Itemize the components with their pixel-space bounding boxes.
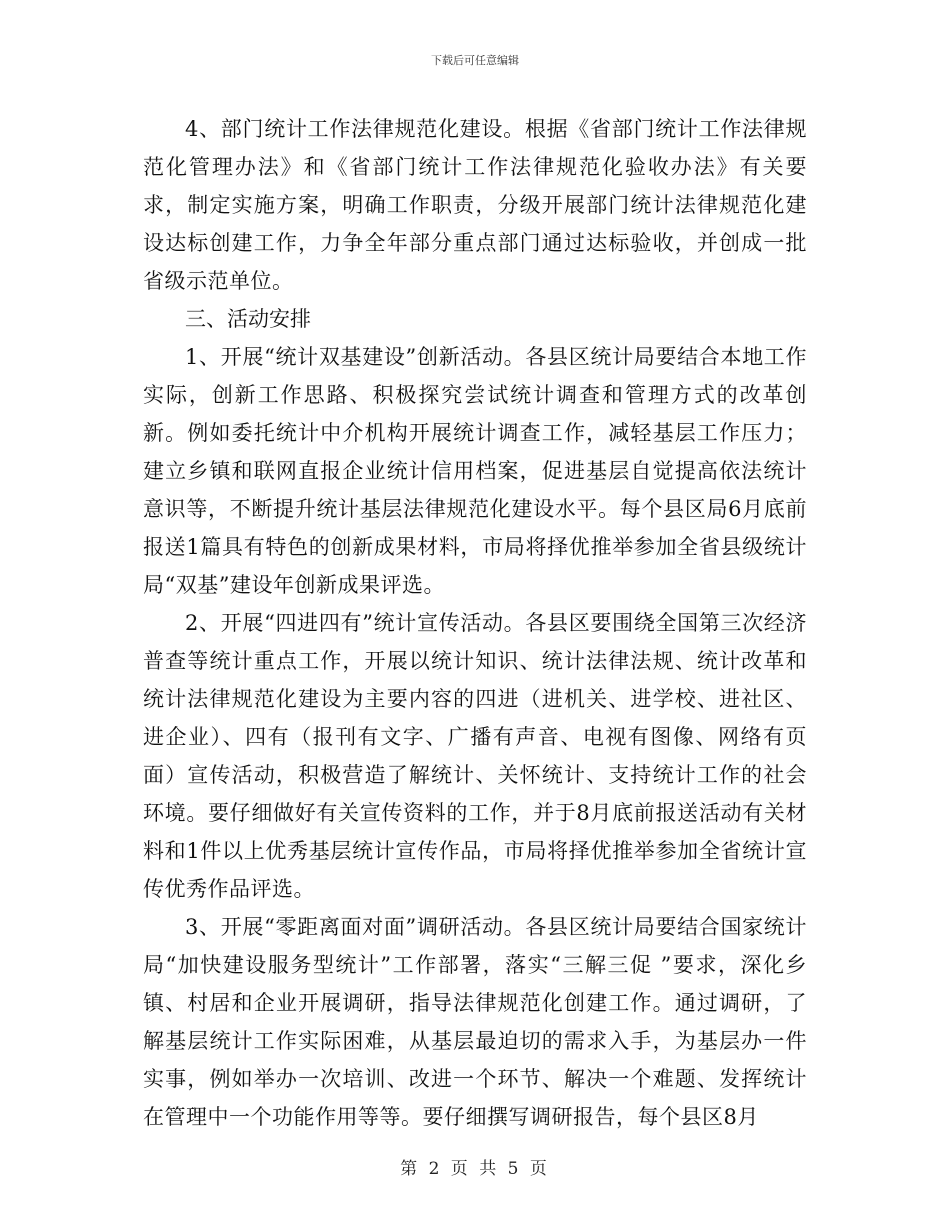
paragraph-activity-3: 3、开展“零距离面对面”调研活动。各县区统计局要结合国家统计局“加快建设服务型统计”工作部署，落实“三解三促 ”要求，深化乡镇、村居和企业开展调研，指导法律规范化创建工作。通过调研，了解基层统计工作实际困难，从基层最迫切的需求入手，为基层办一件实事，例如举办一次培训、改进一个环节、解决一个难题、发挥统计在管理中一个功能作用等等。要仔细撰写调研报告，每个县区8月: [143, 915, 807, 1129]
paragraph-item-4: 4、部门统计工作法律规范化建设。根据《省部门统计工作法律规范化管理办法》和《省部门统计工作法律规范化验收办法》有关要求，制定实施方案，明确工作职责，分级开展部门统计法律规范化建设达标创建工作，力争全年部分重点部门通过达标验收，并创成一批省级示范单位。: [143, 117, 807, 293]
paragraph-activity-2: 2、开展“四进四有”统计宣传活动。各县区要围绕全国第三次经济普查等统计重点工作，开展以统计知识、统计法律法规、统计改革和统计法律规范化建设为主要内容的四进（进机关、进学校、进社区、进企业）、四有（报刊有文字、广播有声音、电视有图像、网络有页面）宣传活动，积极营造了解统计、关怀统计、支持统计工作的社会环境。要仔细做好有关宣传资料的工作，并于8月底前报送活动有关材料和1件以上优秀基层统计宣传作品，市局将择优推举参加全省统计宣传优秀作品评选。: [143, 611, 807, 901]
document-body: [143, 110, 807, 1136]
section-heading: 三、活动安排: [185, 307, 311, 331]
page-header-note: 下载后可任意编辑: [431, 54, 519, 67]
paragraph-activity-1: 1、开展“统计双基建设”创新活动。各县区统计局要结合本地工作实际，创新工作思路、积极探究尝试统计调查和管理方式的改革创新。例如委托统计中介机构开展统计调查工作，减轻基层工作压力；建立乡镇和联网直报企业统计信用档案，促进基层自觉提高依法统计意识等，不断提升统计基层法律规范化建设水平。每个县区局6月底前报送1篇具有特色的创新成果材料，市局将择优推举参加全省县级统计局“双基”建设年创新成果评选。: [143, 345, 807, 597]
page-number: 第 2 页 共 5 页: [400, 1159, 550, 1179]
